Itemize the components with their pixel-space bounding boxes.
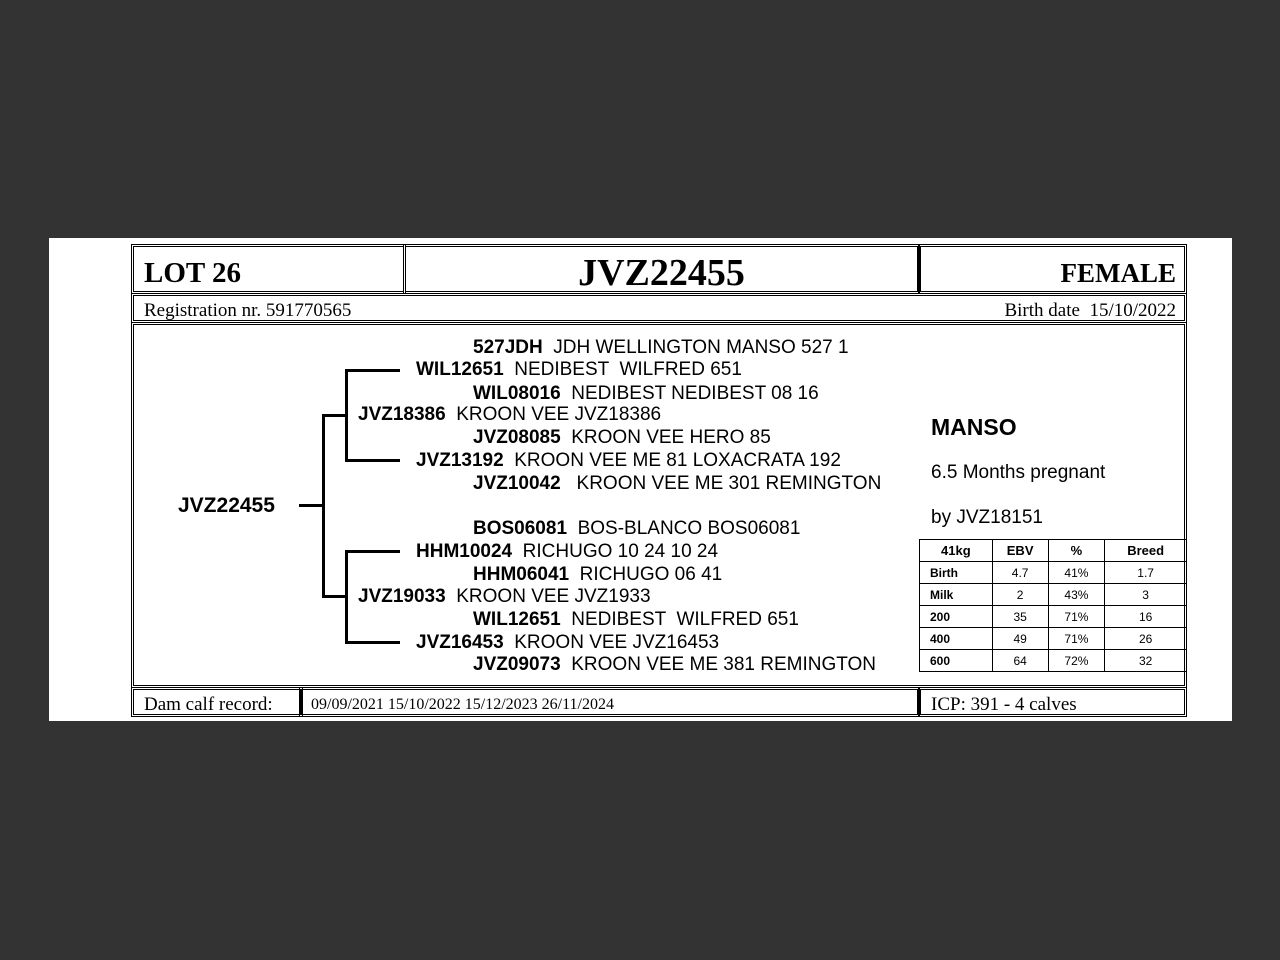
ebv-cell: 41% — [1048, 562, 1105, 584]
ebv-cell: 72% — [1048, 650, 1105, 672]
pregnancy-by: by JVZ18151 — [931, 507, 1043, 528]
connector-animal — [299, 504, 323, 507]
birth-date: Birth date 15/10/2022 — [1004, 300, 1176, 321]
pedigree-sire: JVZ18386 KROON VEE JVZ18386 — [358, 404, 662, 425]
registration-row — [131, 293, 1187, 323]
connector-dam-sire — [345, 550, 400, 553]
ebv-cell: 1.7 — [1105, 562, 1187, 584]
lot-cell — [131, 244, 406, 294]
connector-dam-dam — [345, 641, 400, 644]
id-cell — [403, 244, 920, 294]
ebv-cell: 71% — [1048, 606, 1105, 628]
ebv-row-label: 600 — [920, 650, 993, 672]
pedigree-dam: JVZ19033 KROON VEE JVZ1933 — [358, 586, 651, 607]
connector-dam-vertical — [345, 550, 348, 644]
ebv-header-cell: Breed — [1105, 540, 1187, 562]
ebv-cell: 64 — [992, 650, 1048, 672]
registration-number: Registration nr. 591770565 — [144, 300, 352, 321]
ebv-cell: 26 — [1105, 628, 1187, 650]
pedigree-sire-sire-sire: 527JDH JDH WELLINGTON MANSO 527 1 — [473, 337, 849, 358]
ebv-header-cell: EBV — [992, 540, 1048, 562]
ebv-row-label: Birth — [920, 562, 993, 584]
connector-sire-sire — [345, 369, 400, 372]
icp-value: ICP: 391 - 4 calves — [931, 694, 1077, 715]
pedigree-dam-dam: JVZ16453 KROON VEE JVZ16453 — [416, 632, 720, 653]
ebv-row — [920, 562, 1187, 584]
lot-card — [49, 238, 1232, 721]
connector-sire-dam — [345, 459, 400, 462]
pedigree-dam-dam-sire: WIL12651 NEDIBEST WILFRED 651 — [473, 609, 799, 630]
sex-label: FEMALE — [1060, 258, 1176, 288]
pedigree-dam-sire-dam: HHM06041 RICHUGO 06 41 — [473, 564, 723, 585]
pedigree-sire-sire-dam: WIL08016 NEDIBEST NEDIBEST 08 16 — [473, 383, 819, 404]
connector-sire-vertical — [345, 369, 348, 462]
ebv-cell: 71% — [1048, 628, 1105, 650]
ebv-cell: 32 — [1105, 650, 1187, 672]
ebv-table — [919, 539, 1187, 672]
ebv-header-row — [920, 540, 1187, 562]
calf-record-label: Dam calf record: — [144, 694, 273, 715]
ebv-row-label: Milk — [920, 584, 993, 606]
ebv-row — [920, 606, 1187, 628]
ebv-cell: 43% — [1048, 584, 1105, 606]
pedigree-sire-dam: JVZ13192 KROON VEE ME 81 LOXACRATA 192 — [416, 450, 841, 471]
connector-parents-vertical — [322, 414, 325, 598]
pedigree-dam-sire-sire: BOS06081 BOS-BLANCO BOS06081 — [473, 518, 801, 539]
pedigree-dam-dam-dam: JVZ09073 KROON VEE ME 381 REMINGTON — [473, 654, 877, 675]
ebv-cell: 35 — [992, 606, 1048, 628]
sex-cell — [918, 244, 1187, 294]
ebv-header-cell: 41kg — [920, 540, 993, 562]
ebv-cell: 2 — [992, 584, 1048, 606]
ebv-header-cell: % — [1048, 540, 1105, 562]
ebv-row — [920, 650, 1187, 672]
calf-record-dates: 09/09/2021 15/10/2022 15/12/2023 26/11/2024 — [311, 696, 614, 713]
lot-number: LOT 26 — [144, 257, 241, 289]
animal-id-title: JVZ22455 — [578, 252, 745, 294]
pregnancy-status: 6.5 Months pregnant — [931, 462, 1106, 483]
pedigree-sire-dam-dam: JVZ10042 KROON VEE ME 301 REMINGTON — [473, 473, 882, 494]
ebv-row — [920, 584, 1187, 606]
pedigree-sire-sire: WIL12651 NEDIBEST WILFRED 651 — [416, 359, 742, 380]
ebv-cell: 3 — [1105, 584, 1187, 606]
pedigree-sire-dam-sire: JVZ08085 KROON VEE HERO 85 — [473, 427, 771, 448]
ebv-cell: 4.7 — [992, 562, 1048, 584]
pregnancy-sire-name: MANSO — [931, 414, 1017, 440]
calf-record-label-cell — [131, 687, 303, 717]
ebv-row — [920, 628, 1187, 650]
ebv-cell: 49 — [992, 628, 1048, 650]
ebv-row-label: 200 — [920, 606, 993, 628]
icp-cell — [918, 687, 1187, 717]
pedigree-animal: JVZ22455 — [178, 494, 275, 517]
pedigree-dam-sire: HHM10024 RICHUGO 10 24 10 24 — [416, 541, 719, 562]
calf-record-dates-cell — [299, 687, 920, 717]
ebv-row-label: 400 — [920, 628, 993, 650]
ebv-cell: 16 — [1105, 606, 1187, 628]
